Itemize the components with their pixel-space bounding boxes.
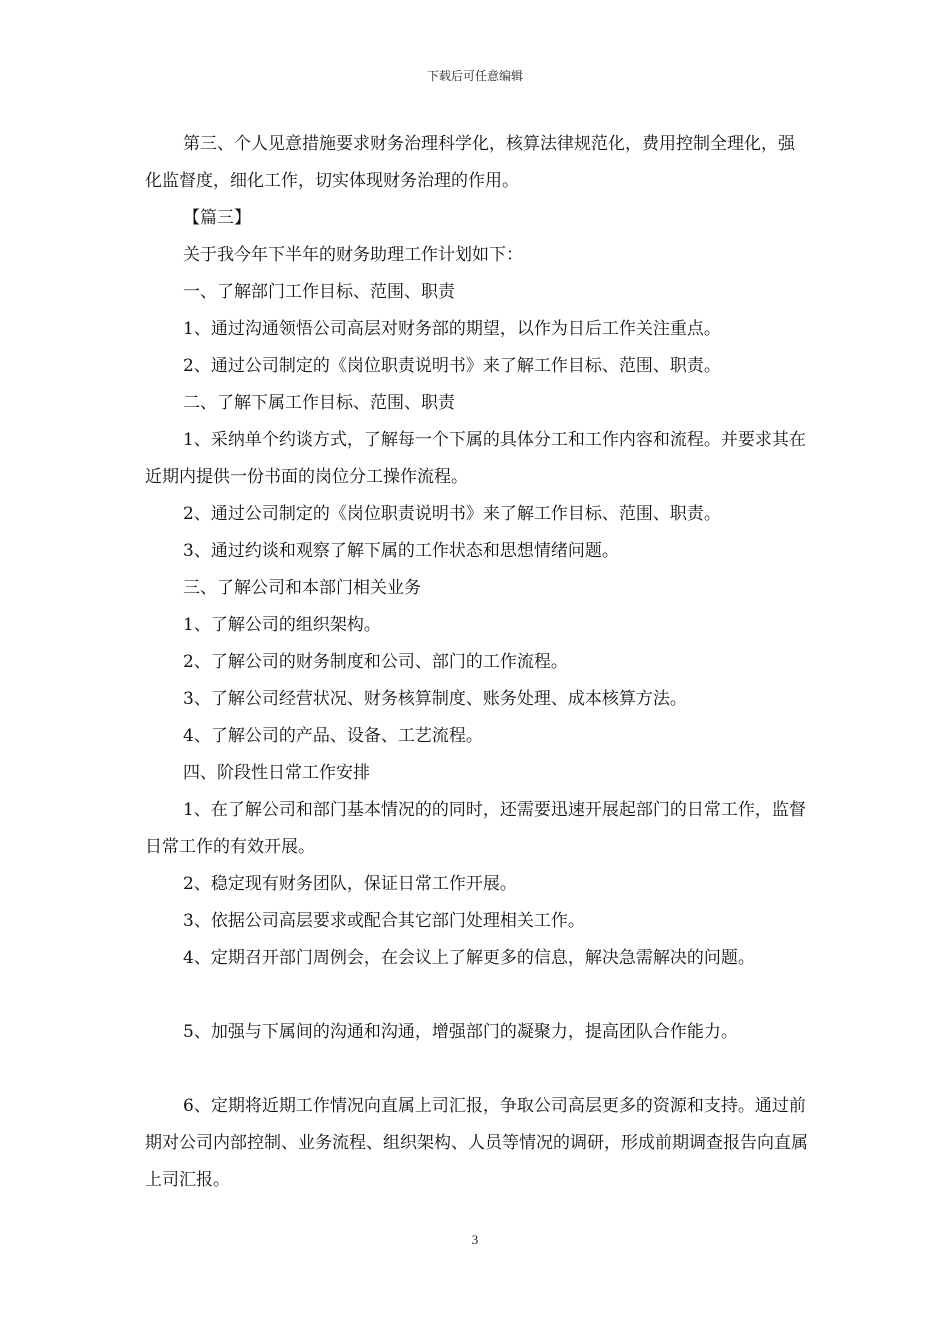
list-item-3-4: 4、了解公司的产品、设备、工艺流程。 xyxy=(183,726,483,746)
blank-line xyxy=(145,977,810,1014)
list-item-4-1: 1、在了解公司和部门基本情况的的同时，还需要迅速开展起部门的日常工作，监督日常工作的有效开展。 xyxy=(145,800,806,857)
list-item-1-1: 1、通过沟通领悟公司高层对财务部的期望，以作为日后工作关注重点。 xyxy=(183,319,721,339)
page-header: 下载后可任意编辑 xyxy=(426,69,523,83)
list-item-2-3: 3、通过约谈和观察了解下属的工作状态和思想情绪问题。 xyxy=(183,541,619,561)
list-item-4-2: 2、稳定现有财务团队，保证日常工作开展。 xyxy=(183,874,517,894)
heading-one: 一、了解部门工作目标、范围、职责 xyxy=(183,282,455,302)
page-number: 3 xyxy=(471,1232,479,1247)
list-item-3-2: 2、了解公司的财务制度和公司、部门的工作流程。 xyxy=(183,652,568,672)
list-item-4-4: 4、定期召开部门周例会，在会议上了解更多的信息，解决急需解决的问题。 xyxy=(183,948,755,968)
list-item-2-1: 1、采纳单个约谈方式，了解每一个下属的具体分工和工作内容和流程。并要求其在近期内提供一份书面的岗位分工操作流程。 xyxy=(145,430,806,487)
list-item-4-5: 5、加强与下属间的沟通和沟通，增强部门的凝聚力，提高团队合作能力。 xyxy=(183,1022,738,1042)
paragraph-intro: 关于我今年下半年的财务助理工作计划如下： xyxy=(183,245,523,265)
heading-two: 二、了解下属工作目标、范围、职责 xyxy=(183,393,455,413)
list-item-2-2: 2、通过公司制定的《岗位职责说明书》来了解工作目标、范围、职责。 xyxy=(183,504,721,524)
list-item-3-1: 1、了解公司的组织架构。 xyxy=(183,615,381,635)
blank-line xyxy=(145,1051,810,1088)
heading-three: 三、了解公司和本部门相关业务 xyxy=(183,578,421,598)
list-item-4-6: 6、定期将近期工作情况向直属上司汇报，争取公司高层更多的资源和支持。通过前期对公司内部控制、业务流程、组织架构、人员等情况的调研，形成前期调查报告向直属上司汇报。 xyxy=(145,1096,808,1190)
list-item-1-2: 2、通过公司制定的《岗位职责说明书》来了解工作目标、范围、职责。 xyxy=(183,356,721,376)
heading-four: 四、阶段性日常工作安排 xyxy=(183,763,370,783)
paragraph-third-point: 第三、个人见意措施要求财务治理科学化，核算法律规范化，费用控制全理化，强化监督度，细化工作，切实体现财务治理的作用。 xyxy=(145,134,795,191)
list-item-3-3: 3、了解公司经营状况、财务核算制度、账务处理、成本核算方法。 xyxy=(183,689,687,709)
section-heading-part-three: 【篇三】 xyxy=(183,208,251,228)
list-item-4-3: 3、依据公司高层要求或配合其它部门处理相关工作。 xyxy=(183,911,585,931)
document-body xyxy=(145,126,810,1199)
